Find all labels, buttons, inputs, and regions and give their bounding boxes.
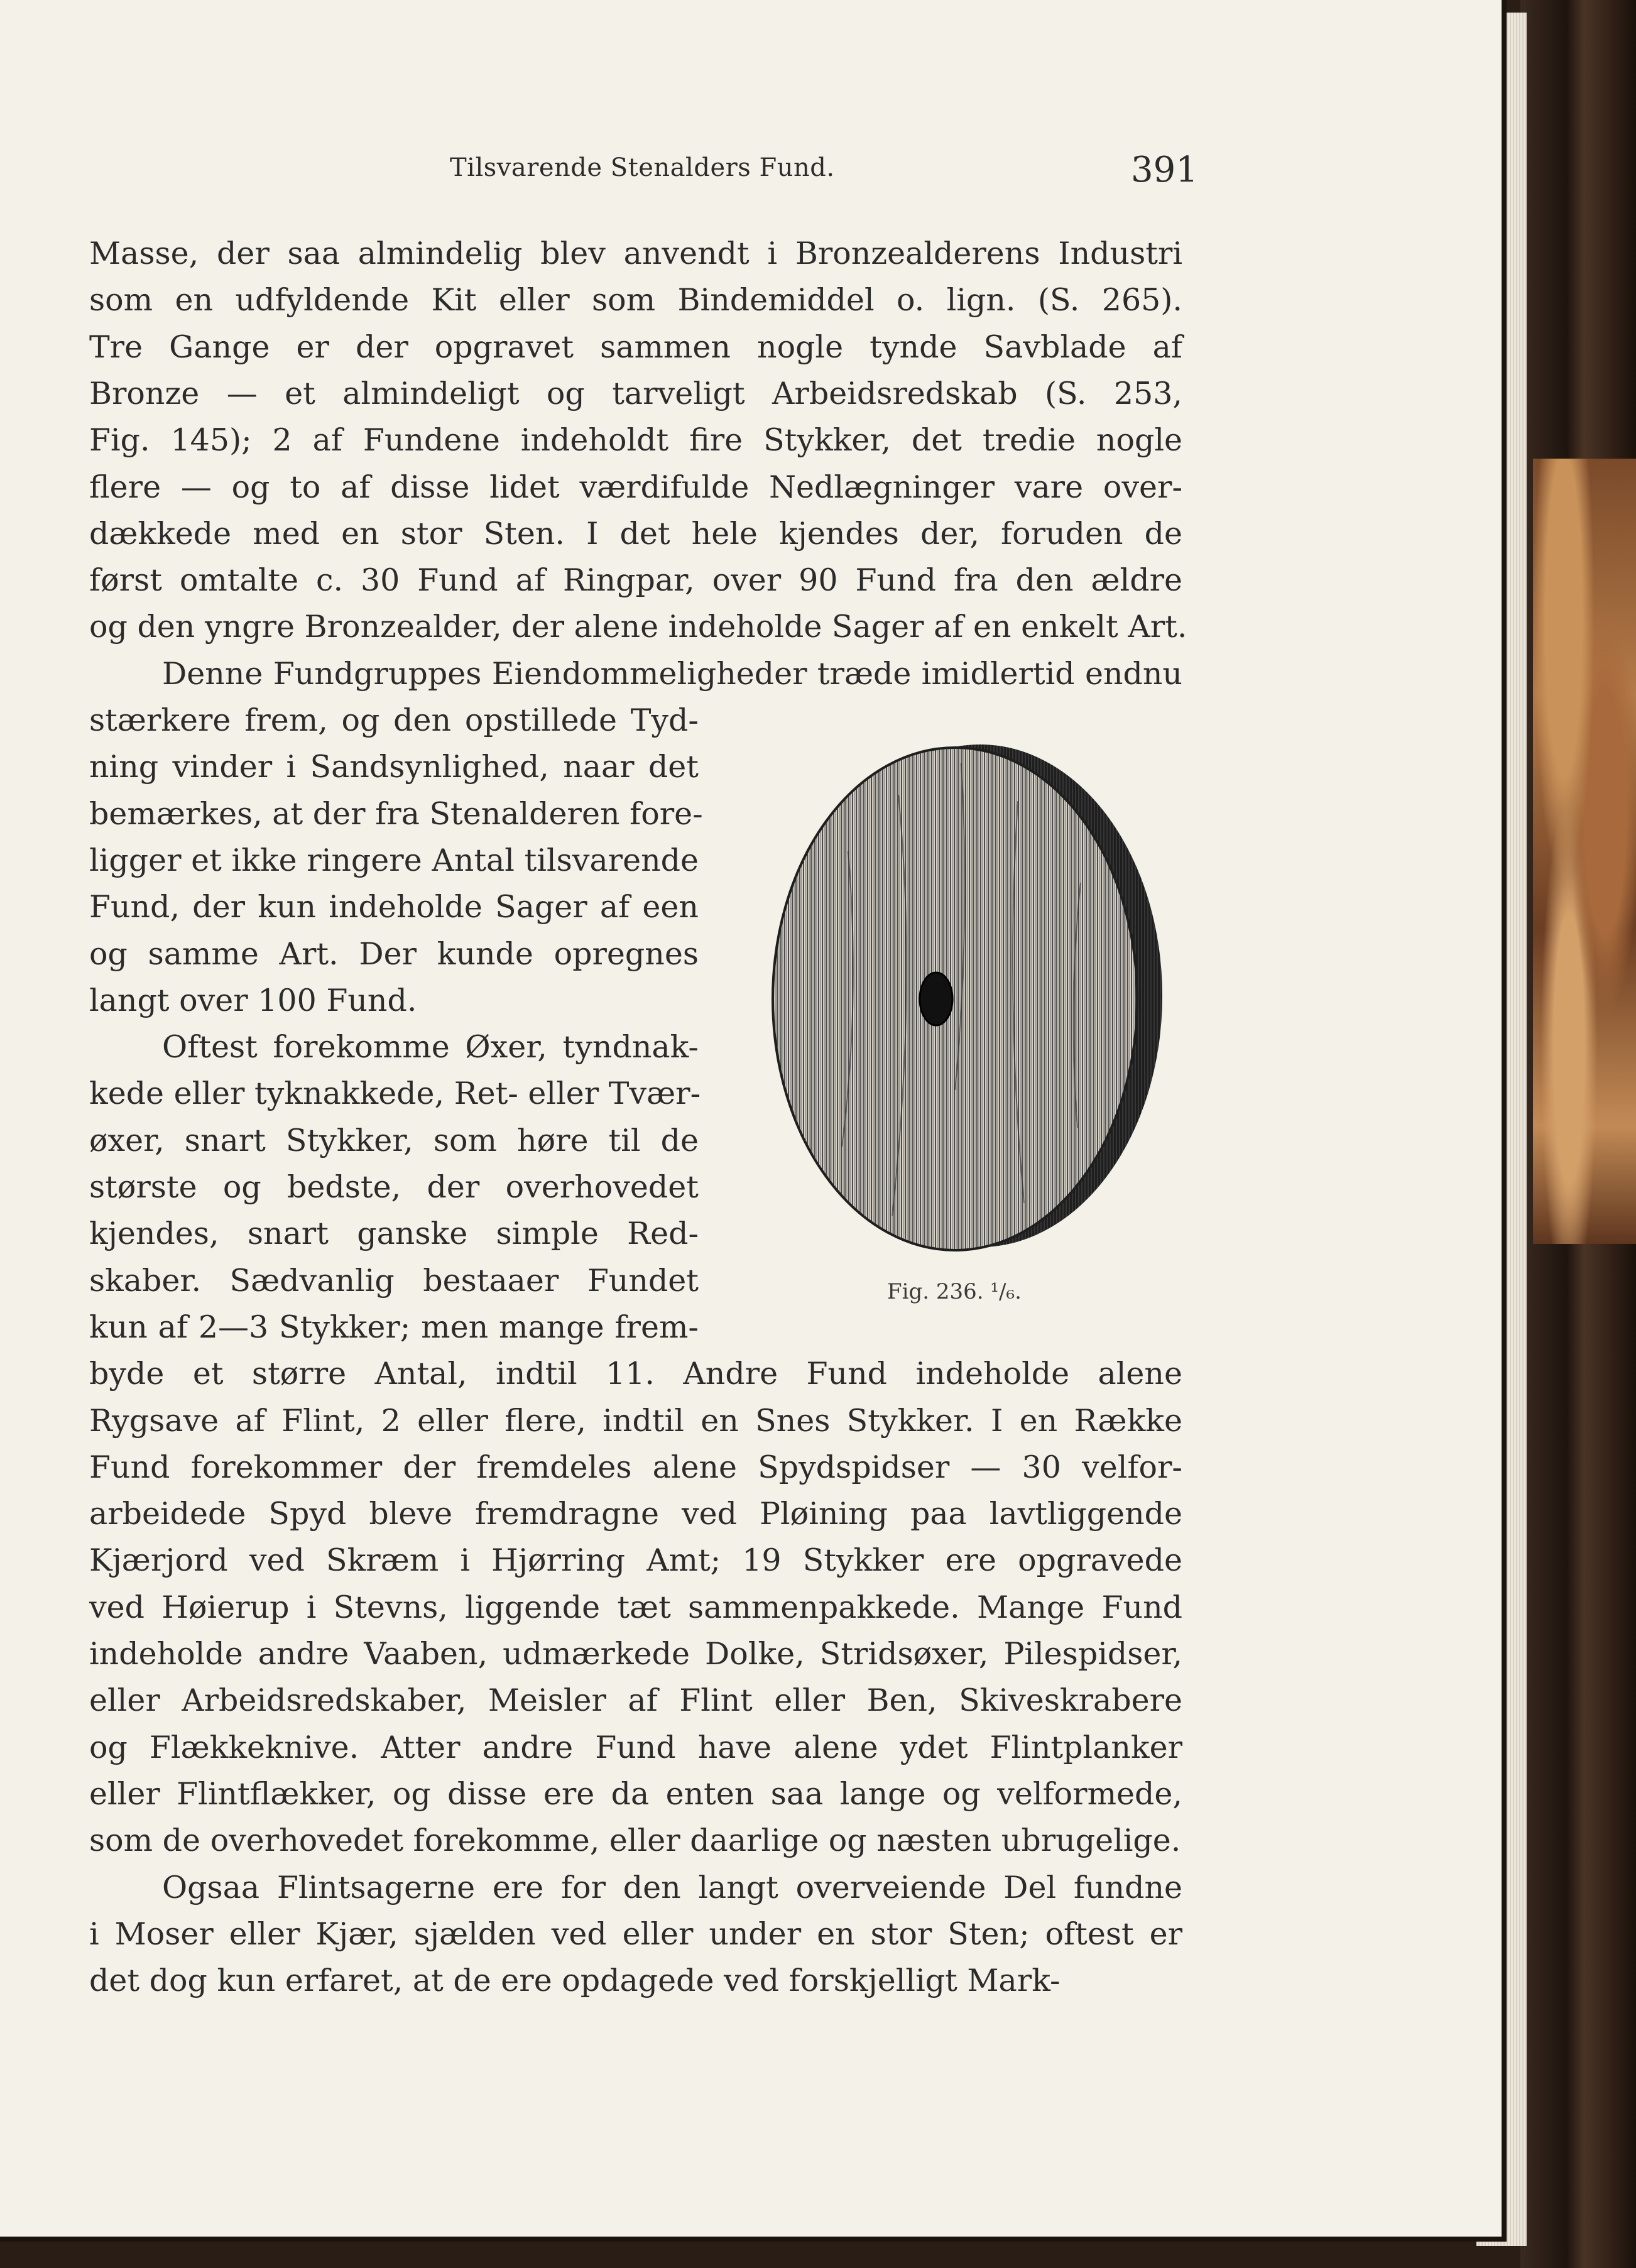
text-line: det dog kun erfaret, at de ere opdagede ved forskjelligt Mark- — [89, 1963, 1061, 1999]
text-line: øxer, snart Stykker, som høre til de — [89, 1122, 699, 1159]
text-line: og den yngre Bronzealder, der alene indeholde Sager af en enkelt Art. — [89, 609, 1187, 645]
text-line: og samme Art. Der kunde opregnes — [89, 935, 699, 972]
text-line: ved Høierup i Stevns, liggende tæt sammenpakkede. Mange Fund — [89, 1589, 1182, 1625]
text-line: Denne Fundgruppes Eiendommeligheder træde imidlertid endnu — [162, 655, 1182, 692]
text-line: først omtalte c. 30 Fund af Ringpar, over 90 Fund fra den ældre — [89, 562, 1182, 599]
text-line: kjendes, snart ganske simple Red- — [89, 1216, 699, 1252]
text-line: stærkere frem, og den opstillede Tyd- — [89, 702, 699, 738]
text-line: Fig. 145); 2 af Fundene indeholdt fire Stykker, det tredie nogle — [89, 422, 1182, 459]
text-line: ning vinder i Sandsynlighed, naar det — [89, 749, 699, 785]
text-line: arbeidede Spyd bleve fremdragne ved Pløining paa lavtliggende — [89, 1496, 1182, 1532]
page-number: 391 — [1131, 150, 1198, 190]
text-line: Fund, der kun indeholde Sager af een — [89, 889, 699, 925]
text-line: indeholde andre Vaaben, udmærkede Dolke, Stridsøxer, Pilespidser, — [89, 1636, 1182, 1672]
text-line: Bronze — et almindeligt og tarveligt Arbeidsredskab (S. 253, — [89, 375, 1182, 412]
text-line: Fund forekommer der fremdeles alene Spydspidser — 30 velfor- — [89, 1449, 1182, 1485]
text-line: kun af 2—3 Stykker; men mange frem- — [89, 1309, 699, 1345]
text-line: flere — og to af disse lidet værdifulde Nedlægninger vare over- — [89, 469, 1182, 505]
text-line: dækkede med en stor Sten. I det hele kjendes der, foruden de — [89, 515, 1182, 552]
text-line: bemærkes, at der fra Stenalderen fore- — [89, 795, 703, 832]
text-line: største og bedste, der overhovedet — [89, 1169, 699, 1205]
text-line: som en udfyldende Kit eller som Bindemiddel o. lign. (S. 265). — [89, 282, 1182, 319]
text-line: byde et større Antal, indtil 11. Andre Fund indeholde alene — [89, 1356, 1182, 1392]
text-line: Kjærjord ved Skræm i Hjørring Amt; 19 Stykker ere opgravede — [89, 1542, 1182, 1579]
text-line: eller Flintflækker, og disse ere da enten saa lange og velformede, — [89, 1775, 1182, 1812]
marbled-endpaper — [1533, 459, 1636, 1244]
text-line: kede eller tyknakkede, Ret- eller Tvær- — [89, 1076, 701, 1112]
running-head: Tilsvarende Stenalders Fund. — [450, 153, 835, 182]
text-line: Ogsaa Flintsagerne ere for den langt overveiende Del fundne — [162, 1869, 1182, 1905]
text-line: som de overhovedet forekomme, eller daarlige og næsten ubrugelige. — [89, 1823, 1181, 1859]
text-line: skaber. Sædvanlig bestaaer Fundet — [89, 1262, 699, 1299]
text-line: eller Arbeidsredskaber, Meisler af Flint eller Ben, Skiveskrabere — [89, 1682, 1182, 1719]
text-line: og Flækkeknive. Atter andre Fund have alene ydet Flintplanker — [89, 1729, 1182, 1765]
text-line: Masse, der saa almindelig blev anvendt i Bronzealderens Industri — [89, 236, 1182, 271]
text-line: i Moser eller Kjær, sjælden ved eller under en stor Sten; oftest er — [89, 1916, 1182, 1952]
text-line: Oftest forekomme Øxer, tyndnak- — [162, 1029, 699, 1066]
text-line: langt over 100 Fund. — [89, 982, 417, 1018]
figure-caption: Fig. 236. ¹/₆. — [887, 1279, 1022, 1304]
text-line: ligger et ikke ringere Antal tilsvarende — [89, 842, 699, 878]
text-line: Rygsave af Flint, 2 eller flere, indtil en Snes Stykker. I en Række — [89, 1402, 1182, 1439]
figure-stone-disc — [754, 738, 1169, 1266]
text-line: Tre Gange er der opgravet sammen nogle tynde Savblade af — [89, 329, 1182, 365]
